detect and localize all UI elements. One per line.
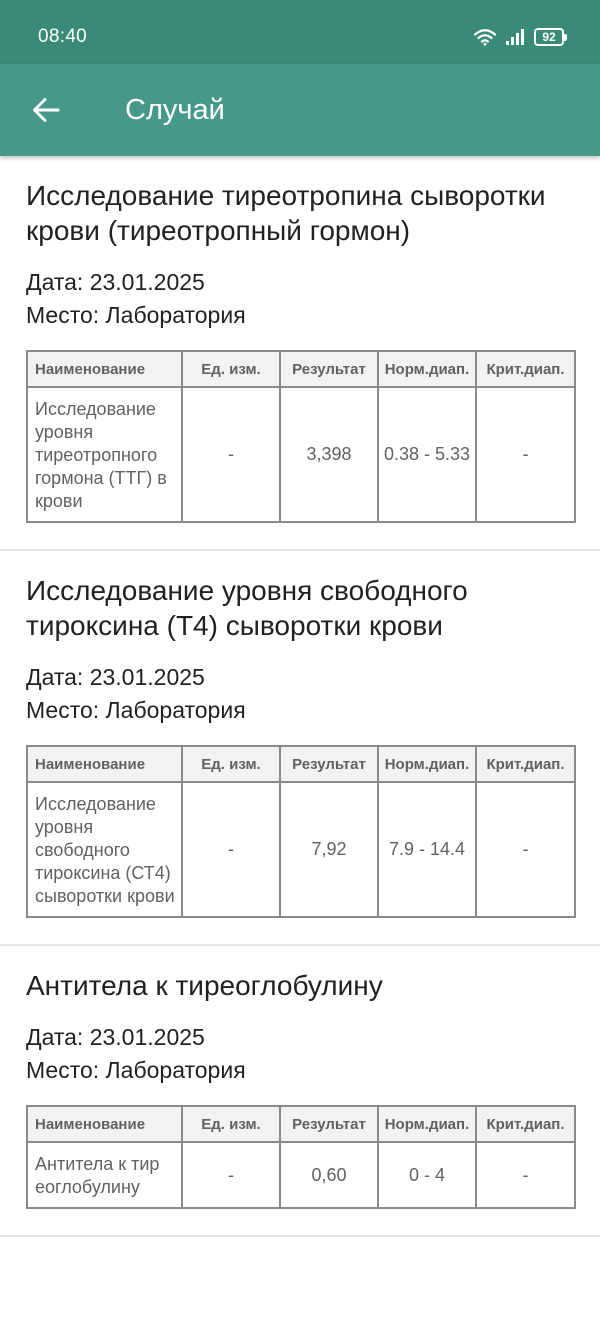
wifi-icon (474, 28, 496, 46)
test-meta (26, 266, 574, 332)
table-header-row (27, 351, 575, 387)
test-place: Место: Лаборатория (26, 302, 246, 328)
col-result-header: Результат (280, 1106, 378, 1142)
battery-icon: 92 (534, 28, 564, 46)
col-unit-header: Ед. изм. (182, 1106, 280, 1142)
result-crit-range: - (476, 1142, 575, 1208)
lab-result-card (0, 946, 600, 1237)
col-crit-header: Крит.диап. (476, 351, 575, 387)
table-header-row (27, 1106, 575, 1142)
result-value: 0,60 (280, 1142, 378, 1208)
col-crit-header: Крит.диап. (476, 746, 575, 782)
col-name-header: Наименование (27, 746, 182, 782)
test-date: Дата: 23.01.2025 (26, 664, 205, 690)
test-date: Дата: 23.01.2025 (26, 1024, 205, 1050)
result-name: Исследование уровня свободного тироксина (СТ4) сыворотки крови (27, 782, 182, 917)
results-table (26, 350, 576, 523)
result-unit: - (182, 387, 280, 522)
col-crit-header: Крит.диап. (476, 1106, 575, 1142)
result-norm-range: 0.38 - 5.33 (378, 387, 476, 522)
result-value: 3,398 (280, 387, 378, 522)
test-title: Исследование тиреотропина сыворотки крови (тиреотропный гормон) (26, 180, 546, 246)
result-name: Исследование уровня тиреотропного гормона (ТТГ) в крови (27, 387, 182, 522)
case-content (0, 156, 600, 1237)
col-result-header: Результат (280, 351, 378, 387)
lab-result-card (0, 156, 600, 551)
result-unit: - (182, 782, 280, 917)
col-unit-header: Ед. изм. (182, 351, 280, 387)
system-icons (474, 26, 564, 48)
test-meta (26, 1021, 574, 1087)
results-table (26, 745, 576, 918)
test-place: Место: Лаборатория (26, 1057, 246, 1083)
col-norm-header: Норм.диап. (378, 746, 476, 782)
back-button[interactable] (20, 84, 72, 136)
status-bar (0, 0, 600, 64)
test-date: Дата: 23.01.2025 (26, 269, 205, 295)
col-name-header: Наименование (27, 351, 182, 387)
signal-icon (505, 28, 525, 46)
result-crit-range: - (476, 387, 575, 522)
result-name: Антитела к тир еоглобулину (27, 1142, 182, 1208)
results-table (26, 1105, 576, 1209)
page-title: Случай (125, 94, 225, 126)
col-norm-header: Норм.диап. (378, 1106, 476, 1142)
col-result-header: Результат (280, 746, 378, 782)
test-meta (26, 661, 574, 727)
test-title: Антитела к тиреоглобулину (26, 970, 383, 1001)
table-header-row (27, 746, 575, 782)
col-norm-header: Норм.диап. (378, 351, 476, 387)
status-time: 08:40 (38, 26, 88, 47)
lab-result-card (0, 551, 600, 946)
table-row (27, 1142, 575, 1208)
arrow-back-icon (32, 96, 60, 124)
result-norm-range: 7.9 - 14.4 (378, 782, 476, 917)
test-title: Исследование уровня свободного тироксина (Т4) сыворотки крови (26, 575, 468, 641)
col-name-header: Наименование (27, 1106, 182, 1142)
app-bar (0, 64, 600, 156)
table-row (27, 387, 575, 522)
table-row (27, 782, 575, 917)
result-norm-range: 0 - 4 (378, 1142, 476, 1208)
result-crit-range: - (476, 782, 575, 917)
col-unit-header: Ед. изм. (182, 746, 280, 782)
result-value: 7,92 (280, 782, 378, 917)
test-place: Место: Лаборатория (26, 697, 246, 723)
result-unit: - (182, 1142, 280, 1208)
